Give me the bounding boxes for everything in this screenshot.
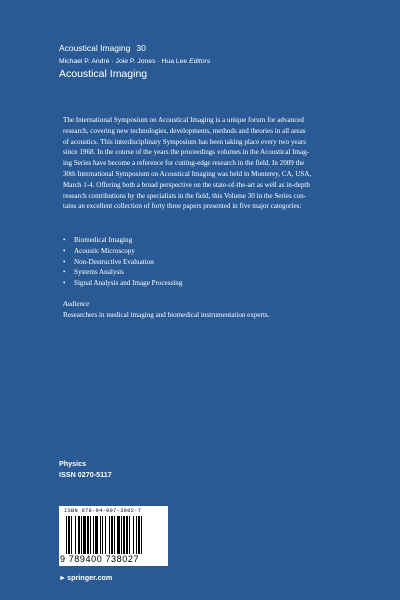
publisher-url: springer.com: [67, 573, 113, 582]
barcode-bar: [68, 516, 70, 554]
issn-label: ISSN 0270-5117: [59, 470, 112, 479]
barcode: [59, 506, 168, 566]
category-item: • Systems Analysis: [63, 267, 182, 278]
barcode-bar: [141, 516, 142, 554]
barcode-bar: [66, 516, 67, 554]
barcode-bar: [75, 516, 76, 554]
barcode-bar: [136, 516, 137, 554]
publisher-link[interactable]: [59, 573, 112, 582]
series-header: [59, 43, 146, 53]
ean-digits: 9 789400 738027: [60, 554, 140, 564]
editors-role: Editors: [189, 58, 211, 65]
series-name: Acoustical Imaging: [59, 43, 131, 53]
audience-text: Researchers in medical imaging and biomedical instrumentation experts.: [63, 311, 270, 319]
description-line: since 1968. In the course of the years the proceedings volumes in the Acoustical Imag-: [63, 148, 310, 157]
description-line: tains an excellent collection of forty three papers presented in five major categories:: [63, 202, 302, 211]
description: [63, 115, 345, 212]
barcode-bar: [95, 516, 98, 554]
description-line: The International Symposium on Acoustical Imaging is a unique forum for advanced: [63, 116, 304, 124]
description-line: ing Series have become a reference for cutting-edge research in the field. In 2009 the: [63, 159, 305, 168]
barcode-bar: [105, 516, 106, 554]
description-line: of acoustics. This interdisciplinary Symposium has been taking place every two years: [63, 137, 306, 146]
barcode-bar: [93, 516, 94, 554]
description-line: 30th International Symposium on Acoustical Imaging was held in Monterey, CA, USA,: [63, 169, 312, 178]
barcode-bar: [81, 516, 82, 554]
barcode-bar: [129, 516, 130, 554]
barcode-bar: [87, 516, 89, 554]
description-line: March 1-4. Offering both a broad perspective on the state-of-the-art as well as in-depth: [63, 180, 310, 189]
editors-line: [59, 58, 210, 65]
category-item: • Signal Analysis and Image Processing: [63, 278, 182, 289]
category-item: • Acoustic Microscopy: [63, 246, 182, 257]
barcode-bar: [83, 516, 86, 554]
barcode-bar: [78, 516, 80, 554]
barcode-bar: [71, 516, 72, 554]
barcode-bar: [102, 516, 103, 554]
barcode-bar: [90, 516, 91, 554]
isbn-text: ISBN 978-94-007-3802-7: [64, 508, 142, 514]
barcode-bar: [109, 516, 110, 554]
barcode-bar: [117, 516, 120, 554]
editor-names: Michael P. André · Joie P. Jones · Hua Lee: [59, 58, 188, 65]
barcode-bar: [126, 516, 128, 554]
audience-heading: Audience: [63, 300, 90, 308]
description-line: research, covering new technologies, developments, methods and theories in all areas: [63, 126, 306, 135]
category-item: • Biomedical Imaging: [63, 235, 182, 246]
barcode-bar: [138, 516, 140, 554]
category-list: [63, 235, 182, 289]
barcode-bar: [100, 516, 101, 554]
series-volume: 30: [136, 43, 146, 53]
category-item: • Non-Destructive Evaluation: [63, 257, 182, 268]
subject-label: Physics: [59, 459, 87, 468]
barcode-bar: [133, 516, 134, 554]
barcode-bar: [121, 516, 122, 554]
description-line: research contributions by the specialists in the field, this Volume 30 in the Series con-: [63, 191, 307, 200]
barcode-bar: [114, 516, 115, 554]
barcode-bars: [66, 516, 162, 558]
barcode-bar: [111, 516, 113, 554]
barcode-bar: [123, 516, 125, 554]
arrow-icon: ►: [59, 573, 67, 582]
book-title: Acoustical Imaging: [59, 68, 148, 80]
